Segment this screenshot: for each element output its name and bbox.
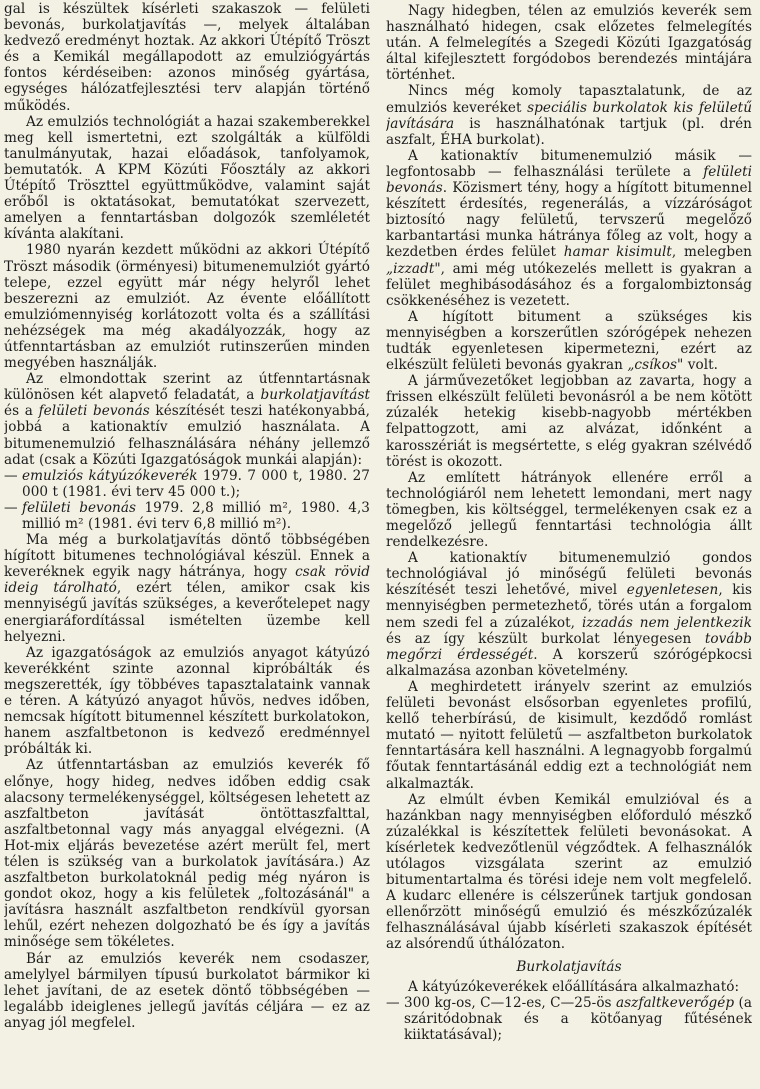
text-run: volt. bbox=[683, 357, 718, 374]
emphasis: felületi bevonás bbox=[38, 403, 150, 420]
text-run: Nincs még komoly tapasztalatunk, de az emulziós keveréket bbox=[386, 83, 752, 116]
paragraph bbox=[4, 371, 370, 468]
paragraph: Bár az emulziós keverék nem csodaszer, amelylyel bármilyen típusú burkolatot bármikor ki lehet javítani, de az esetek döntő többségében — legalább ideiglenes jellegű javítás céljára — ez az anyag jól megfelel. bbox=[4, 950, 370, 1031]
text-run: A kationaktív bitumenemulzió gondos technológiával jó minőségű felületi bevonás készítését teszi lehetővé, mivel bbox=[386, 550, 752, 599]
emphasis: hamar kisimult bbox=[563, 244, 672, 261]
paragraph: Az útfenntartásban az emulziós keverék fő előnye, hogy hideg, nedves időben eddig csak alacsony termelékenységgel, költségesen lehetett az aszfaltbeton javítását öntöttaszfalttal, aszfaltbetonnal vagy más anyaggal elvégezni. (A Hot-mix eljárás bevezetése azért merült fel, mert télen is szükség van a burkolatok javítására.) Az aszfaltbeton burkolatoknál pedig még nyáron is gondot okoz, hogy a kis felületek „foltozásánál" a javításra használt aszfaltbeton rendkívül gyorsan lehűl, ezért nehezen dolgozható be és így a javítás minősége sem tökéletes. bbox=[4, 757, 370, 951]
paragraph bbox=[386, 550, 752, 679]
text-run: , kis mennyiségben permetezhető, törés után a forgalom nem szedi fel a zúzalékot, bbox=[386, 582, 752, 631]
paragraph: Az említett hátrányok ellenére erről a technológiáról nem lehetett lemondani, mert nagy tömegben, kis költséggel, termelékenyen csak ez a megelőző jellegű fenntartási technológia állt rendelkezésre. bbox=[386, 469, 752, 551]
emphasis: speciális burkolatok kis felületű javítására bbox=[386, 99, 752, 132]
text-run: , ami még utókezelés mellett is gyakran a felület meghibásodásához és a forgalombiztonság csökkenéséhez is vezetett. bbox=[386, 260, 752, 309]
section-heading: Burkolatjavítás bbox=[516, 958, 622, 975]
list-item bbox=[386, 995, 752, 1043]
text-run: is használhatónak tartjuk (pl. drén aszfalt, ÉHA burkolat). bbox=[386, 115, 752, 148]
emphasis: izzadás nem jelentkezik bbox=[581, 614, 752, 631]
emphasis: csak rövid ideig tárolható bbox=[4, 564, 370, 597]
paragraph bbox=[386, 309, 752, 373]
emphasis: aszfaltkeverőgép bbox=[615, 994, 735, 1011]
paragraph: A járművezetőket legjobban az zavarta, hogy a frissen elkészült felületi bevonásról a be nem kötött zúzalék hetekig kisebb-nagyobb mértékben felpattogzott, ami az alvázat, időnként a karosszériát is megsértette, s elég gyakran szélvédő törést is okozott. bbox=[386, 373, 752, 470]
text-run: (a száritódobnak és a kötőanyag fűtésének kiiktatásával); bbox=[404, 994, 752, 1043]
right-column bbox=[386, 0, 752, 1089]
emphasis: „izzadt" bbox=[386, 260, 441, 277]
text-run: 1979. 2,8 millió m², 1980. 4,3 millió m² (1981. évi terv 6,8 millió m²). bbox=[22, 499, 370, 532]
emphasis: tovább megőrzi érdességét bbox=[386, 630, 752, 663]
text-run: . A korszerű szórógépkocsi alkalmazása azonban követelmény. bbox=[386, 646, 752, 679]
text-run: , ezért télen, amikor csak kis mennyiségű javítás szükséges, a keverőtelepet nagy energiaráfordítással ismételten üzembe kell helyezni. bbox=[4, 580, 370, 645]
paragraph bbox=[4, 532, 370, 645]
text-run: Ma még a burkolatjavítás döntő többségében hígított bitumenes technológiával készül. Ennek a keveréknek egyik nagy hátránya, hogy bbox=[4, 532, 370, 581]
text-run: , melegben bbox=[671, 244, 752, 261]
list-dash: — bbox=[4, 499, 18, 516]
paragraph: Nagy hidegben, télen az emulziós keverék sem használható hidegen, csak előzetes felmelegítés után. A felmelegítés a Szegedi Közúti Igazgatóság által kifejlesztett forgódobos berendezés mintájára történhet. bbox=[386, 3, 752, 84]
paragraph: Az emulziós technológiát a hazai szakemberekkel meg kell ismertetni, ezt szolgálták a külföldi tanulmányutak, hazai előadások, tanfolyamok, bemutatók. A KPM Közúti Főosztály az akkori Útépítő Tröszttel együttműködve, valamint saját erőből is oktatásokat, bemutatókat szervezett, amelyen a fenntartásban dolgozók szemléletét kívánta alakítani. bbox=[4, 113, 370, 243]
text-run: A kationaktív bitumenemulzió másik — legfontosabb — felhasználási területe a bbox=[386, 147, 752, 180]
left-column bbox=[4, 0, 370, 1089]
emphasis: felületi bevonás bbox=[22, 499, 137, 516]
text-run: Az elmondottak szerint az útfenntartásnak különösen két alapvető feladatát, a bbox=[4, 371, 370, 404]
paragraph bbox=[386, 83, 752, 147]
paragraph: gal is készültek kísérleti szakaszok — felületi bevonás, burkolatjavítás —, melyek általában kedvező eredményt hoztak. Az akkori Útépítő Tröszt és a Kemikál megállapodott az emulziógyártás fontos kérdéseiben: azonos minőség gyártása, egységes hálózatfejlesztési terv alapján történő működés. bbox=[4, 1, 370, 114]
emphasis: emulziós kátyúzókeverék bbox=[22, 467, 198, 484]
emphasis: egyenletesen bbox=[626, 582, 719, 599]
paragraph: A meghirdetett irányelv szerint az emulziós felületi bevonást elsősorban egyenletes profilú, kellő teherbírású, de kisimult, kezdődő romlást mutató — nyitott felületű — aszfaltbeton burkolatok fenntartására kell használni. A legnagyobb forgalmú főutak fenntartásánál eddig ezt a technológiát nem alkalmazták. bbox=[386, 678, 752, 792]
paragraph: Az igazgatóságok az emulziós anyagot kátyúzó keverékként szinte azonnal kipróbálták és megszerették, így többéves tapasztalataink vannak e téren. A kátyúzó anyagot hűvös, nedves időben, nemcsak hígított bitumennel készített burkolatokon, hanem aszfaltbetonon is kedvező eredménnyel próbálták ki. bbox=[4, 644, 370, 758]
paragraph: 1980 nyarán kezdett működni az akkori Útépítő Tröszt második (örményesi) bitumenemulziót gyártó telepe, ezzel együtt már négy helyről lehet beszerezni az emulziót. Az évente előállított emulziómennyiség korlátozott volta és a szállítási nehézségek ma még akadályozzák, hogy az útfenntartásban az emulziót rutinszerűen minden megyében használják. bbox=[4, 242, 370, 372]
paragraph: Az elmúlt évben Kemikál emulzióval és a hazánkban nagy mennyiségben előforduló mészkő zúzalékkal is készítettek felületi bevonásokat. A kísérletek kedvezőtlenül végződtek. A felhasználók utólagos vizsgálata szerint az emulzió bitumentartalma és törési ideje nem volt megfelelő. A kudarc ellenére is célszerűnek tartjuk gondosan ellenőrzött minőségű emulzió és mészkőzúzalék felhasználásával újabb kísérleti szakaszok építését az alsórendű úthálózaton. bbox=[386, 791, 752, 953]
list-item bbox=[4, 500, 370, 532]
emphasis: „csíkos" bbox=[627, 357, 684, 374]
paragraph bbox=[386, 148, 752, 309]
list-dash: — bbox=[386, 994, 400, 1011]
list-dash: — bbox=[4, 467, 18, 484]
paragraph: A kátyúzókeverékek előállítására alkalmazható: bbox=[408, 978, 740, 995]
emphasis: felületi bevonás bbox=[386, 163, 752, 197]
text-run: és a bbox=[4, 403, 39, 420]
text-run: 1979. 7 000 t, 1980. 27 000 t (1981. évi terv 45 000 t.); bbox=[22, 467, 370, 500]
list-item bbox=[4, 468, 370, 500]
text-run: A hígított bitument a szükséges kis mennyiségben a korszerűtlen szórógépek nehezen tudták egyenletesen kipermetezni, ezért az elkészült felületi bevonás gyakran bbox=[386, 308, 752, 374]
text-run: készítését teszi hatékonyabbá, jobbá a kationaktív emulzió használata. A bitumenemulzió felhasználására néhány jellemző adat (csak a Közúti Igazgatóságok munkái alapján): bbox=[4, 403, 370, 468]
emphasis: burkolatjavítást bbox=[260, 387, 370, 404]
text-run: 300 kg-os, C—12-es, C—25-ös bbox=[404, 994, 616, 1011]
text-run: . Közismert tény, hogy a hígított bitumennel készített érdesítés, regenerálás, a vízzáróságot biztosító nagy felületű, tervszerű megelőző karbantartási munka hátránya főleg az volt, hogy a kezdetben érdes felület bbox=[386, 180, 752, 261]
text-run: és az így készült burkolat lényegesen bbox=[386, 630, 705, 647]
